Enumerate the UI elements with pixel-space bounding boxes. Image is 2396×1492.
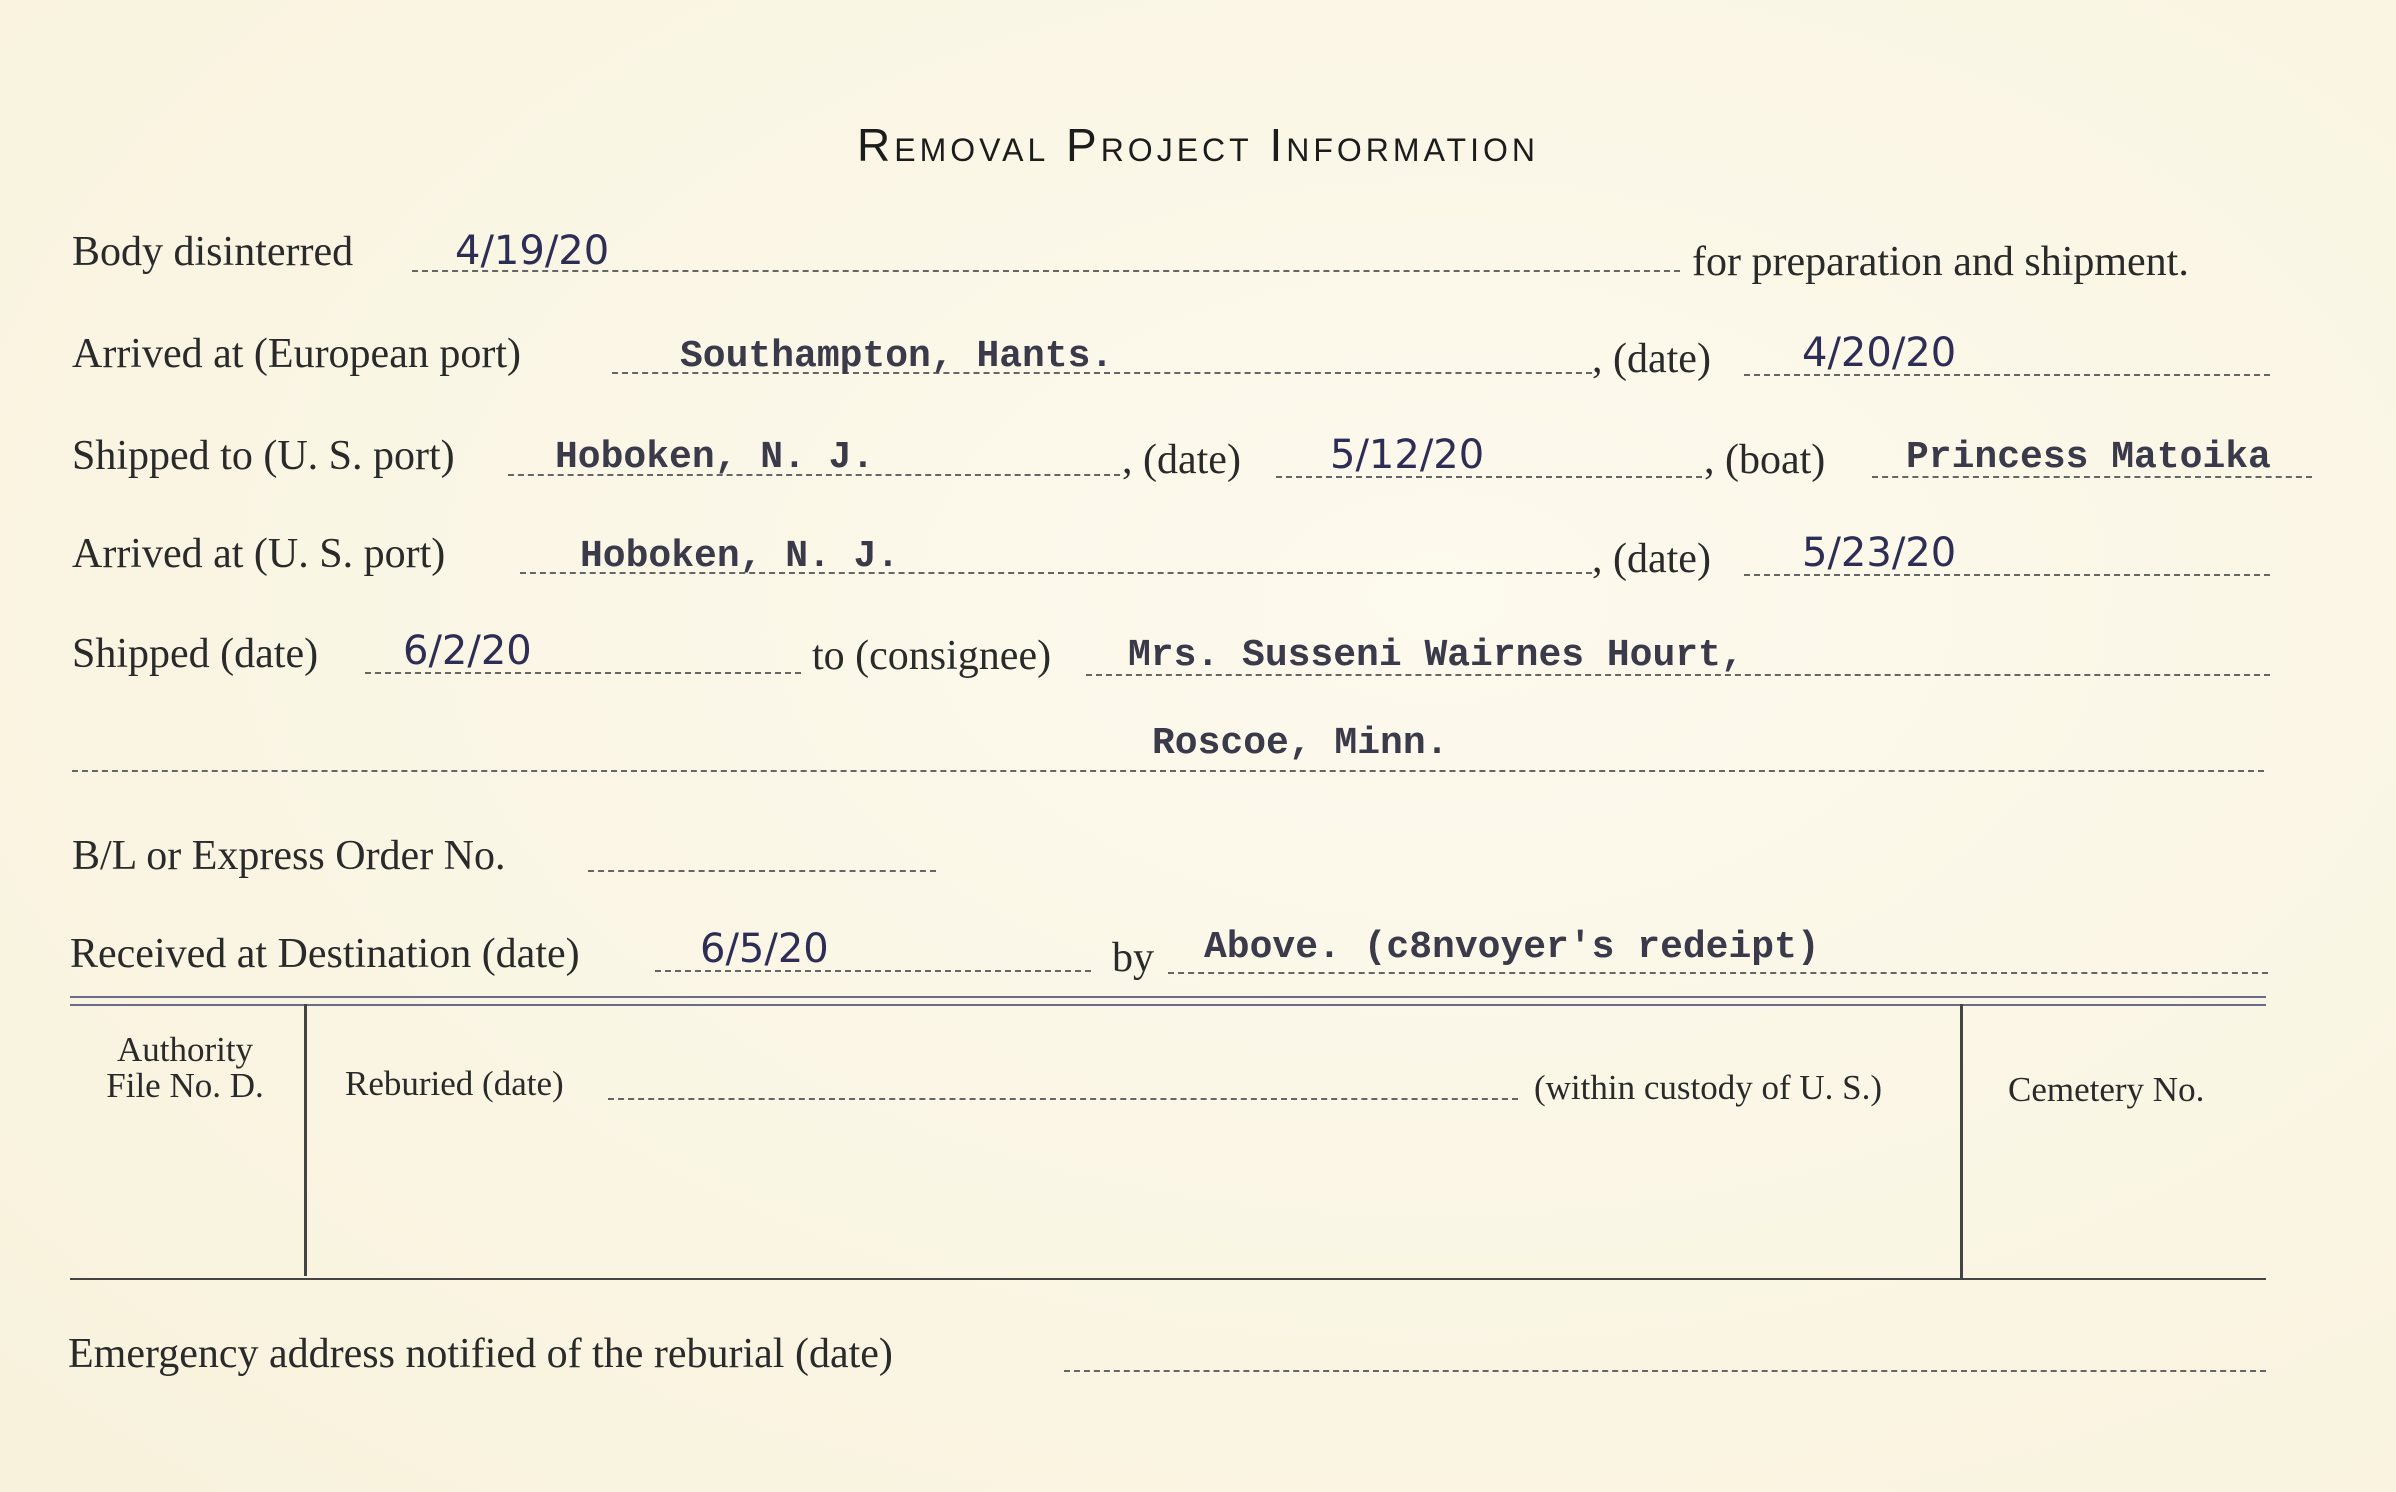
table-divider-right xyxy=(1960,1004,1963,1280)
consignee-label: to (consignee) xyxy=(812,633,1052,679)
bl-line xyxy=(588,870,936,872)
consignee-city: Roscoe, Minn. xyxy=(1152,722,1449,765)
eu-port-label: Arrived at (European port) xyxy=(72,331,521,377)
reburied-line xyxy=(608,1098,1518,1100)
us-port-value: Hoboken, N. J. xyxy=(580,535,900,578)
disinterred-label: Body disinterred xyxy=(72,229,354,275)
shipped-to-value: Hoboken, N. J. xyxy=(555,436,875,479)
table-top-rule xyxy=(70,996,2266,998)
received-label: Received at Destination (date) xyxy=(70,931,580,977)
shipped-to-boat-label: , (boat) xyxy=(1704,437,1826,483)
authority-line-1: Authority xyxy=(116,1030,254,1069)
emergency-label: Emergency address notified of the reburial (date) xyxy=(68,1331,893,1377)
authority-label xyxy=(70,1032,300,1104)
reburied-label: Reburied (date) xyxy=(345,1064,564,1103)
bl-label: B/L or Express Order No. xyxy=(72,833,506,879)
authority-line-2: File No. D. xyxy=(106,1066,264,1105)
received-by-label: by xyxy=(1112,935,1154,981)
emergency-line xyxy=(1064,1370,2266,1372)
shipped-date-label: Shipped (date) xyxy=(72,631,319,677)
received-by-line xyxy=(1168,972,2268,974)
consignee-line-2 xyxy=(72,770,2264,772)
shipped-to-date: 5/12/20 xyxy=(1330,432,1485,478)
shipped-to-boat: Princess Matoika xyxy=(1906,436,2271,479)
received-by-value: Above. (c8nvoyer's redeipt) xyxy=(1204,926,1820,969)
card-title: Removal Project Information xyxy=(857,119,1539,171)
cemetery-label: Cemetery No. xyxy=(2008,1070,2205,1109)
disinterred-value: 4/19/20 xyxy=(455,228,610,274)
shipped-date-value: 6/2/20 xyxy=(403,628,532,674)
us-port-date-label: , (date) xyxy=(1592,536,1711,582)
eu-port-date: 4/20/20 xyxy=(1802,330,1957,376)
custody-label: (within custody of U. S.) xyxy=(1534,1068,1883,1107)
disinterred-suffix: for preparation and shipment. xyxy=(1692,239,2189,285)
shipped-to-label: Shipped to (U. S. port) xyxy=(72,433,455,479)
us-port-date: 5/23/20 xyxy=(1802,530,1957,576)
table-divider-left xyxy=(304,1004,307,1276)
shipped-to-date-label: , (date) xyxy=(1122,437,1241,483)
eu-port-value: Southampton, Hants. xyxy=(680,335,1114,378)
consignee-value: Mrs. Susseni Wairnes Hourt, xyxy=(1128,634,1744,677)
eu-port-date-label: , (date) xyxy=(1592,336,1711,382)
table-top-rule-2 xyxy=(70,1004,2266,1006)
received-value: 6/5/20 xyxy=(700,926,829,972)
us-port-label: Arrived at (U. S. port) xyxy=(72,531,446,577)
table-bottom-rule xyxy=(70,1278,2266,1280)
